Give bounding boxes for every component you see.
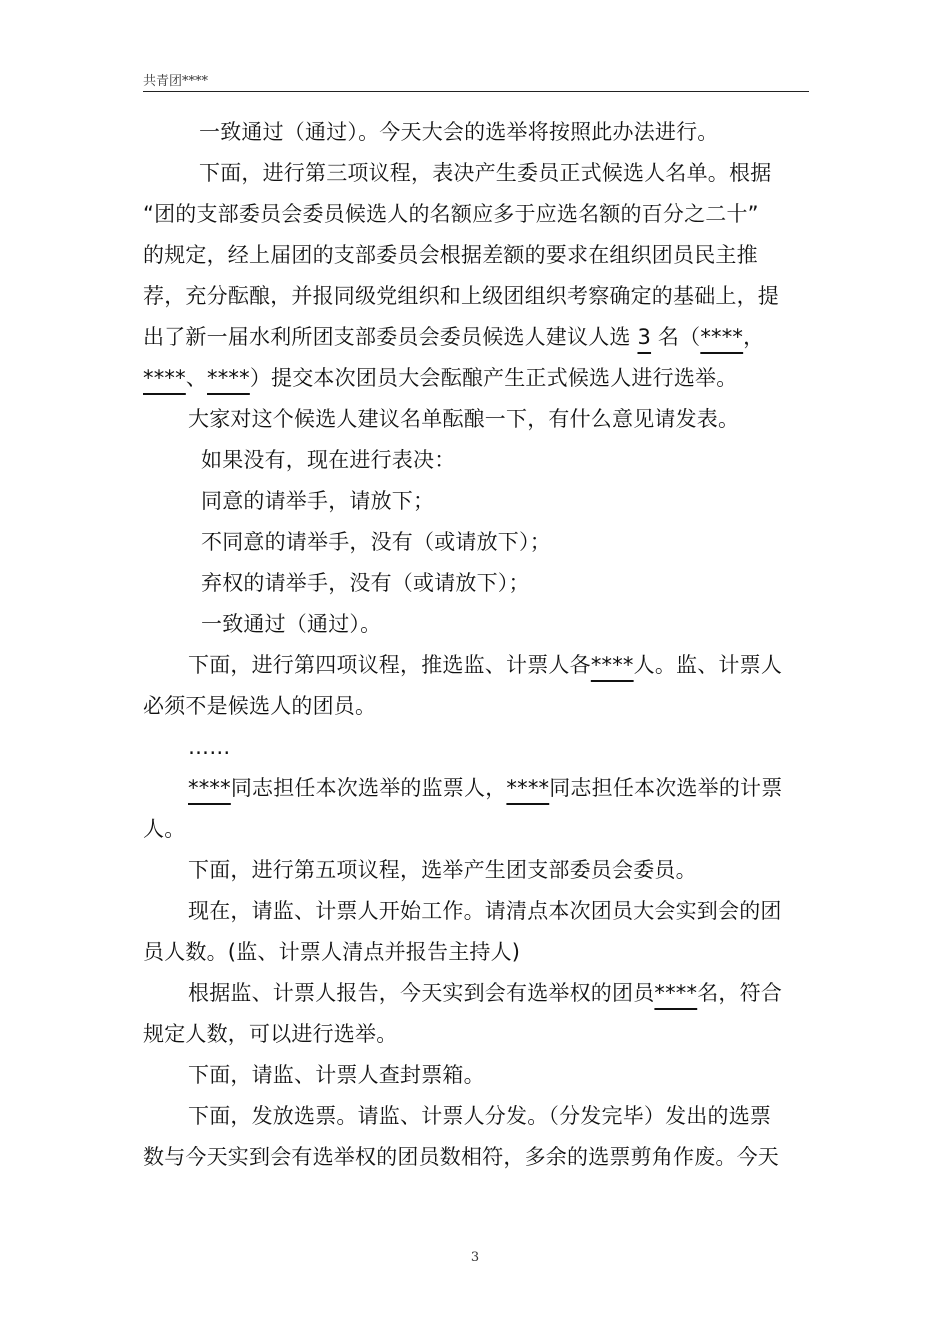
paragraph-line: 必须不是候选人的团员。 <box>143 694 377 718</box>
filled-blank: **** <box>188 776 231 800</box>
paragraph-line: “团的支部委员会委员候选人的名额应多于应选名额的百分之二十” <box>143 202 759 226</box>
filled-blank: **** <box>207 366 250 390</box>
paragraph-line: 下面，进行第三项议程，表决产生委员正式候选人名单。根据 <box>199 161 772 185</box>
paragraph-line: 不同意的请举手，没有（或请放下）； <box>201 530 551 554</box>
header-text: 共青团**** <box>143 74 209 89</box>
paragraph-line: 一致通过（通过）。 <box>201 612 382 636</box>
paragraph-line: 一致通过（通过）。今天大会的选举将按照此办法进行。 <box>199 120 719 144</box>
paragraph-line: 荐，充分酝酿，并报同级党组织和上级团组织考察确定的基础上，提 <box>143 284 779 308</box>
paragraph-line: 下面，发放选票。请监、计票人分发。（分发完毕）发出的选票 <box>188 1104 772 1128</box>
paragraph-line: 人。 <box>143 817 186 841</box>
paragraph-line: 下面，进行第五项议程，选举产生团支部委员会委员。 <box>188 858 697 882</box>
paragraph-line: 的规定，经上届团的支部委员会根据差额的要求在组织团员民主推 <box>143 243 758 267</box>
paragraph-line: 规定人数，可以进行选举。 <box>143 1022 398 1046</box>
filled-blank: **** <box>143 366 186 390</box>
filled-blank: 3 <box>637 325 652 349</box>
paragraph-line: 员人数。(监、计票人清点并报告主持人) <box>143 940 521 964</box>
paragraph-line: ****、****）提交本次团员大会酝酿产生正式候选人进行选举。 <box>143 366 738 390</box>
filled-blank: **** <box>700 325 744 349</box>
paragraph-line: 同意的请举手，请放下； <box>201 489 435 513</box>
paragraph-line: 大家对这个候选人建议名单酝酿一下，有什么意见请发表。 <box>188 407 740 431</box>
filled-blank: **** <box>654 981 698 1005</box>
paragraph-line: 数与今天实到会有选举权的团员数相符，多余的选票剪角作废。今天 <box>143 1145 779 1169</box>
paragraph-line: 下面，进行第四项议程，推选监、计票人各****人。监、计票人 <box>188 653 783 677</box>
paragraph-line: 出了新一届水利所团支部委员会委员候选人建议人选 3 名（****， <box>143 325 765 349</box>
paragraph-line: 根据监、计票人报告，今天实到会有选举权的团员****名，符合 <box>188 981 783 1005</box>
paragraph-line: 弃权的请举手，没有（或请放下）； <box>201 571 530 595</box>
paragraph-line: ****同志担任本次选举的监票人，****同志担任本次选举的计票 <box>188 776 783 800</box>
filled-blank: **** <box>590 653 634 677</box>
paragraph-line: …… <box>188 735 231 759</box>
paragraph-line: 下面，请监、计票人查封票箱。 <box>188 1063 485 1087</box>
document-body <box>143 112 809 1178</box>
page-header <box>143 70 809 92</box>
filled-blank: **** <box>506 776 550 800</box>
page-number: 3 <box>470 1250 480 1265</box>
paragraph-line: 如果没有，现在进行表决： <box>201 448 456 472</box>
paragraph-line: 现在，请监、计票人开始工作。请清点本次团员大会实到会的团 <box>188 899 782 923</box>
